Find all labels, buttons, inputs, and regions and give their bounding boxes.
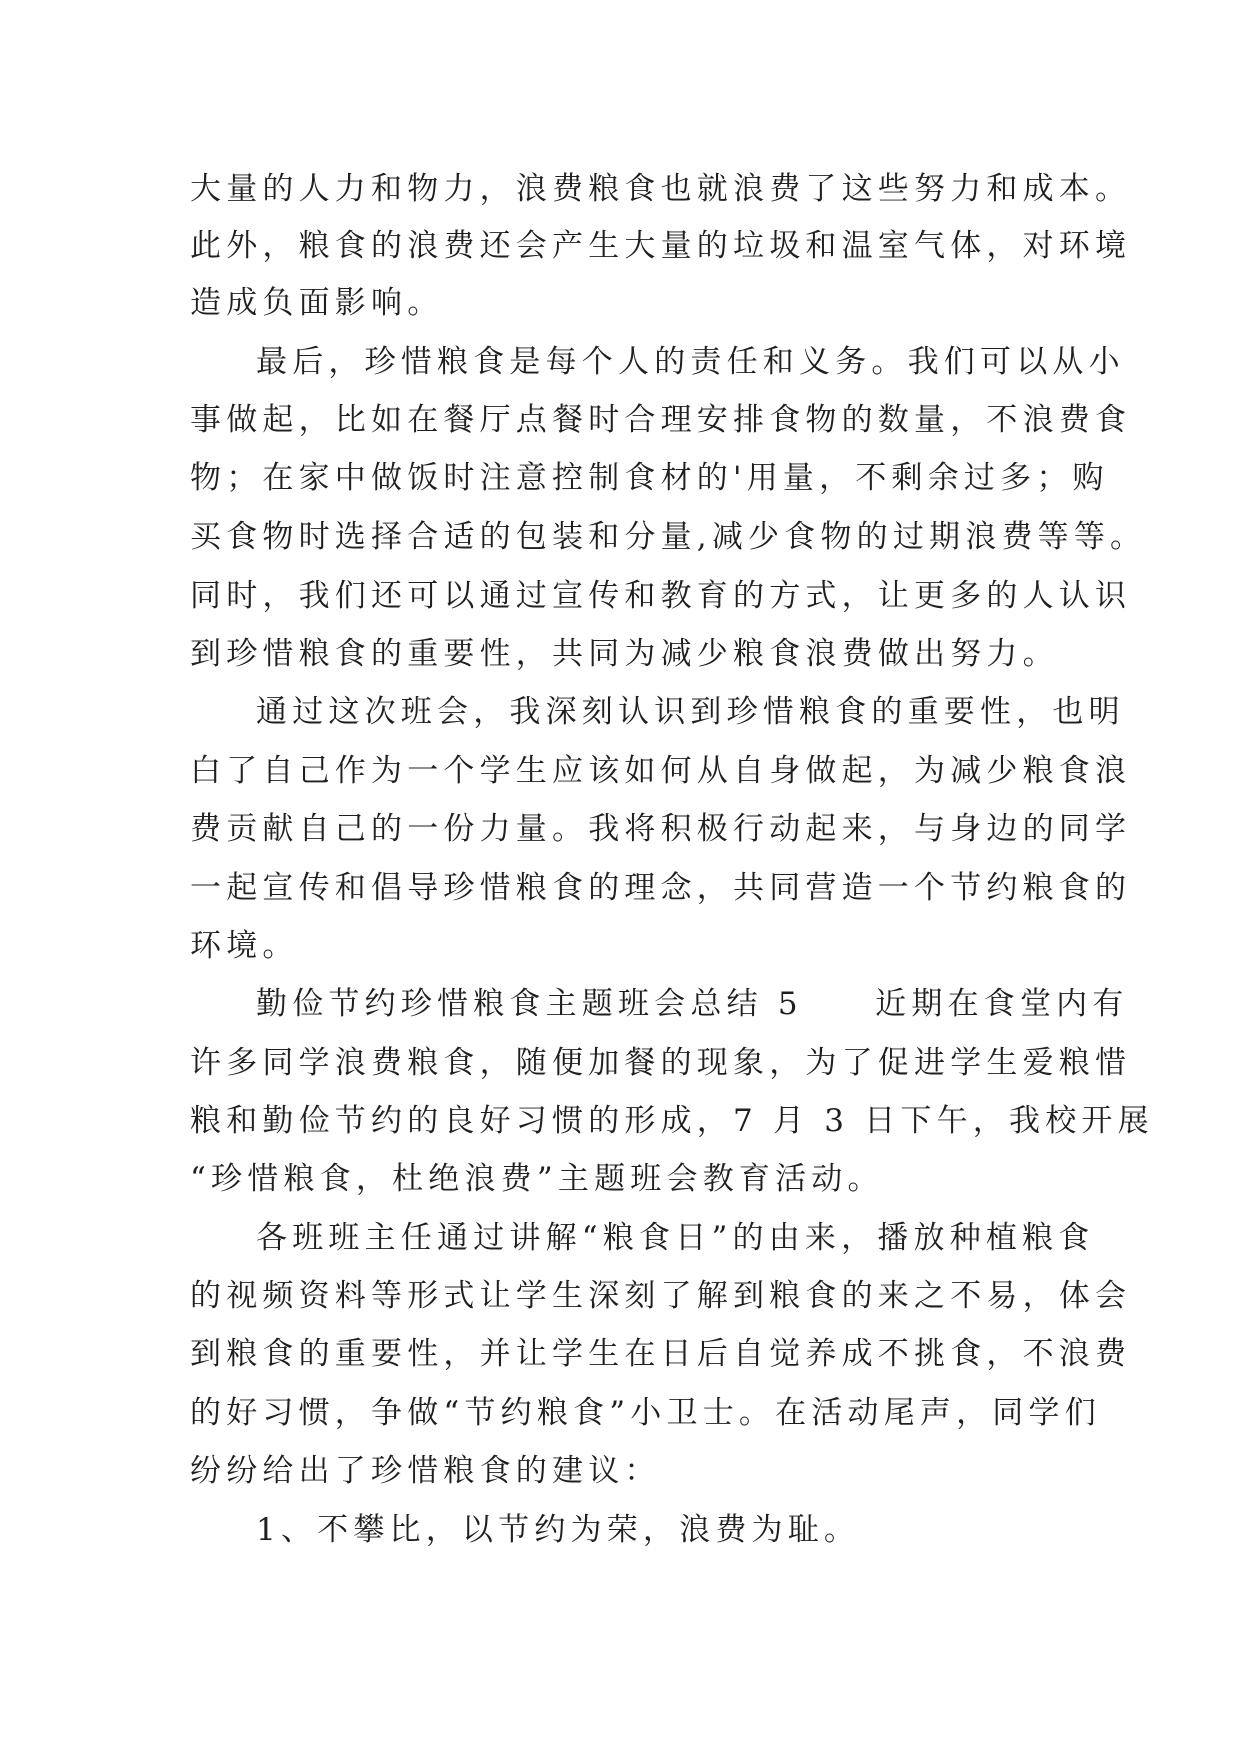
text-line: 环境。 [190, 928, 299, 964]
text-line: 此外，粮食的浪费还会产生大量的垃圾和温室气体，对环境 [190, 228, 1132, 264]
text-line: 到粮食的重要性，并让学生在日后自觉养成不挑食，不浪费 [190, 1336, 1132, 1372]
text-line: 物；在家中做饭时注意控制食材的'用量，不剩余过多；购 [190, 460, 1109, 496]
text-line: 大量的人力和物力，浪费粮食也就浪费了这些努力和成本。 [190, 171, 1132, 207]
text-line: “珍惜粮食，杜绝浪费”主题班会教育活动。 [190, 1161, 884, 1197]
text-line: 费贡献自己的一份力量。我将积极行动起来，与身边的同学 [190, 811, 1132, 847]
text-line: 许多同学浪费粮食，随便加餐的现象，为了促进学生爱粮惜 [190, 1045, 1132, 1081]
text-line: 1、不攀比，以节约为荣，浪费为耻。 [256, 1512, 861, 1548]
text-line: 一起宣传和倡导珍惜粮食的理念，共同营造一个节约粮食的 [190, 870, 1132, 906]
text-line: 到珍惜粮食的重要性，共同为减少粮食浪费做出努力。 [190, 636, 1059, 672]
text-line: 同时，我们还可以通过宣传和教育的方式，让更多的人认识 [190, 578, 1132, 614]
text-line: 勤俭节约珍惜粮食主题班会总结 5 近期在食堂内有 [256, 986, 1129, 1022]
text-line: 买食物时选择合适的包装和分量,减少食物的过期浪费等等。 [190, 519, 1147, 555]
text-line: 造成负面影响。 [190, 285, 444, 321]
text-line: 事做起，比如在餐厅点餐时合理安排食物的数量，不浪费食 [190, 402, 1132, 438]
text-line: 各班班主任通过讲解“粮食日”的由来，播放种植粮食 [256, 1220, 1095, 1256]
text-line: 白了自己作为一个学生应该如何从自身做起，为减少粮食浪 [190, 753, 1132, 789]
text-line: 的好习惯，争做“节约粮食”小卫士。在活动尾声，同学们 [190, 1395, 1101, 1431]
text-line: 纷纷给出了珍惜粮食的建议： [190, 1453, 661, 1489]
text-line: 粮和勤俭节约的良好习惯的形成，7 月 3 日下午，我校开展 [190, 1103, 1154, 1139]
text-line: 通过这次班会，我深刻认识到珍惜粮食的重要性，也明 [256, 694, 1125, 730]
text-line: 最后，珍惜粮食是每个人的责任和义务。我们可以从小 [256, 344, 1125, 380]
text-line: 的视频资料等形式让学生深刻了解到粮食的来之不易，体会 [190, 1278, 1132, 1314]
